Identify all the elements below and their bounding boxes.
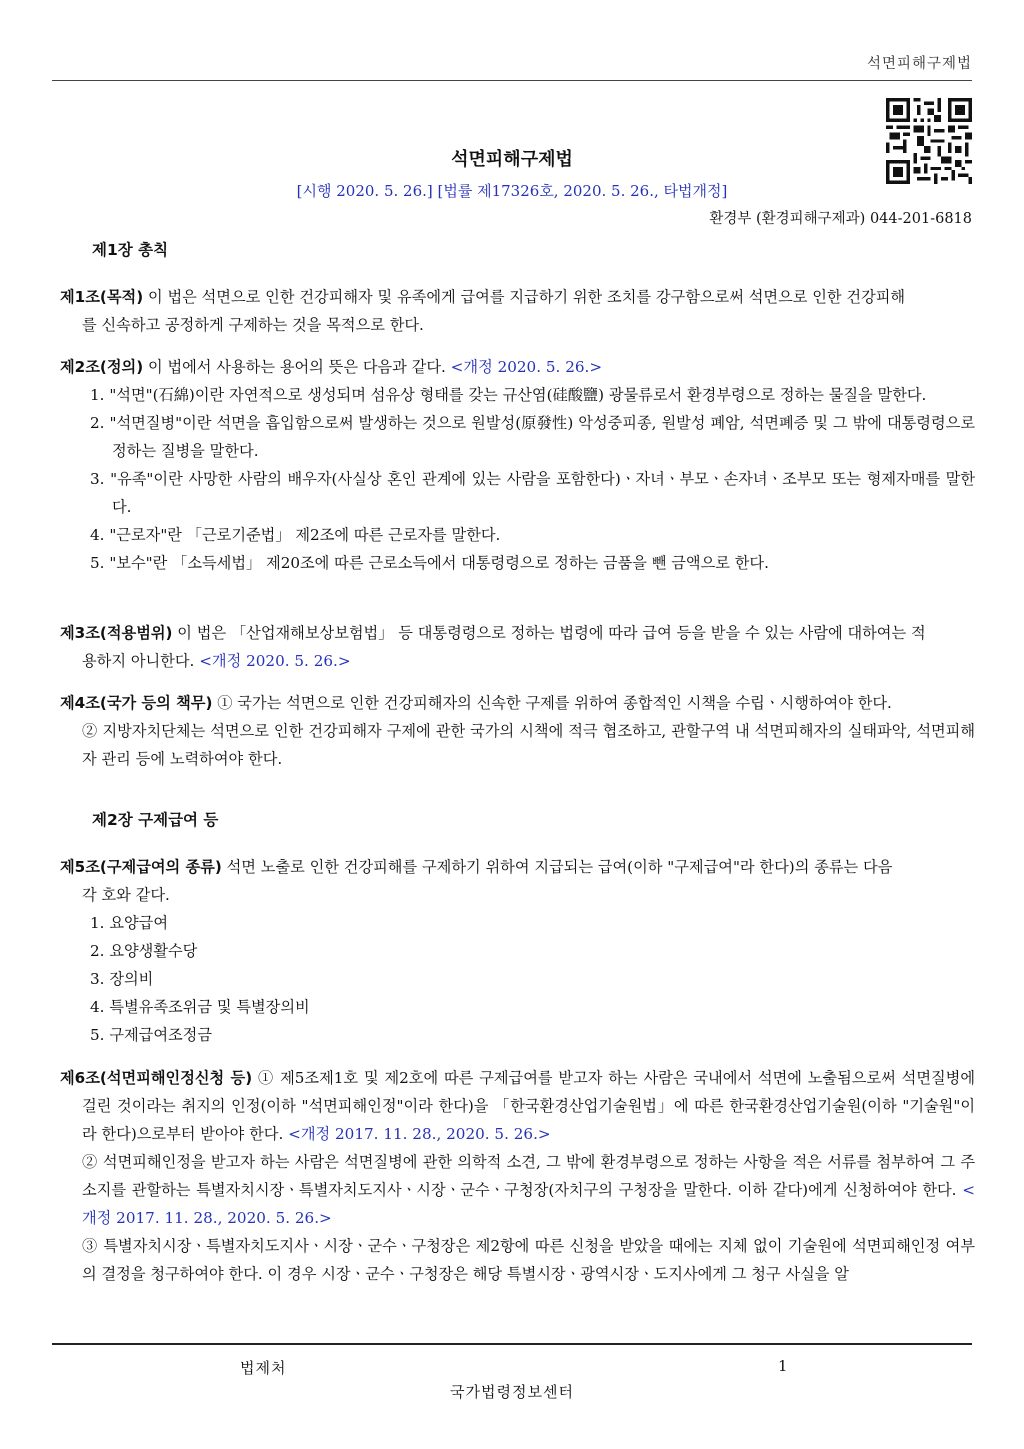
article-number: 제1조(목적) (60, 288, 144, 306)
article-text: 이 법은 석면으로 인한 건강피해자 및 유족에게 급여를 지급하기 위한 조치를 강구함으로써 석면으로 인한 건강피해 (143, 288, 906, 306)
footer-divider (52, 1343, 972, 1345)
document-title: 석면피해구제법 (451, 149, 573, 170)
qr-code-icon (886, 98, 972, 184)
article-number: 제2조(정의) (60, 358, 144, 376)
ministry-contact: 환경부 (환경피해구제과) 044-201-6818 (709, 211, 972, 227)
article-number: 제4조(국가 등의 책무) (60, 694, 213, 712)
list-item: 5. 구제급여조정금 (90, 1026, 213, 1044)
article-number: 제5조(구제급여의 종류) (60, 858, 222, 876)
article-6 (60, 1064, 975, 1288)
revision-note: <개정 2017. 11. 28., 2020. 5. 26.> (82, 1181, 975, 1227)
list-item: 3. "유족"이란 사망한 사람의 배우자(사실상 혼인 관계에 있는 사람을 포함한다)ㆍ자녀ㆍ부모ㆍ손자녀ㆍ조부모 또는 형제자매를 말한다. (90, 470, 975, 516)
article-1 (60, 283, 975, 339)
article-3 (60, 619, 975, 675)
article-5 (60, 853, 975, 1049)
revision-note: <개정 2017. 11. 28., 2020. 5. 26.> (288, 1125, 551, 1143)
article-text: ① 제5조제1호 및 제2호에 따른 구제급여를 받고자 하는 사람은 국내에서 석면에 노출됨으로써 석면질병에 걸린 것이라는 취지의 인정(이하 "석면피해인정"이라 한다)을 「한국환경산업기술원법」에 따른 한국환경산업기술원(이하 "기술원"이라 한다)으로부터 받아야 한다. (82, 1069, 976, 1143)
list-item: 5. "보수"란 「소득세법」 제20조에 따른 근로소득에서 대통령령으로 정하는 금품을 뺀 금액으로 한다. (90, 554, 769, 572)
list-item: 4. 특별유족조위금 및 특별장의비 (90, 998, 310, 1016)
footer-source: 국가법령정보센터 (450, 1383, 574, 1401)
running-title: 석면피해구제법 (866, 56, 972, 72)
article-text: 석면 노출로 인한 건강피해를 구제하기 위하여 지급되는 급여(이하 "구제급여"라 한다)의 종류는 다음 (221, 858, 893, 876)
enactment-info: [시행 2020. 5. 26.] [법률 제17326호, 2020. 5. 26., 타법개정] (296, 182, 728, 200)
article-text: 용하지 아니한다. (82, 652, 200, 670)
list-item: 3. 장의비 (90, 970, 154, 988)
article-text: 각 호와 같다. (82, 886, 170, 904)
article-4 (60, 689, 975, 773)
list-item: 2. "석면질병"이란 석면을 흡입함으로써 발생하는 것으로 원발성(原發性) 악성중피종, 원발성 폐암, 석면폐증 및 그 밖에 대통령령으로 정하는 질병을 말한다. (90, 414, 975, 460)
page-number: 1 (778, 1357, 788, 1375)
list-item: 2. 요양생활수당 (90, 942, 198, 960)
revision-note: <개정 2020. 5. 26.> (199, 652, 351, 670)
revision-note: <개정 2020. 5. 26.> (450, 358, 603, 376)
article-number: 제6조(석면피해인정신청 등) (60, 1069, 253, 1087)
article-text: 이 법에서 사용하는 용어의 뜻은 다음과 같다. (143, 358, 451, 376)
header-divider (52, 80, 972, 81)
paragraph: ③ 특별자치시장ㆍ특별자치도지사ㆍ시장ㆍ군수ㆍ구청장은 제2항에 따른 신청을 받았을 때에는 지체 없이 기술원에 석면피해인정 여부의 결정을 청구하여야 한다. 이 경우 시장ㆍ군수ㆍ구청장은 해당 특별시장ㆍ광역시장ㆍ도지사에게 그 청구 사실을 알 (82, 1237, 975, 1283)
article-number: 제3조(적용범위) (60, 624, 173, 642)
paragraph: ② 석면피해인정을 받고자 하는 사람은 석면질병에 관한 의학적 소견, 그 밖에 환경부령으로 정하는 사항을 적은 서류를 첨부하여 그 주소지를 관할하는 특별자치시장ㆍ특별자치도지사ㆍ시장ㆍ군수ㆍ구청장(자치구의 구청장을 말한다. 이하 같다)에게 신청하여야 한다. (82, 1153, 975, 1199)
article-text: 이 법은 「산업재해보상보험법」 등 대통령령으로 정하는 법령에 따라 급여 등을 받을 수 있는 사람에 대하여는 적 (172, 624, 926, 642)
paragraph: ② 지방자치단체는 석면으로 인한 건강피해자 구제에 관한 국가의 시책에 적극 협조하고, 관할구역 내 석면피해자의 실태파악, 석면피해자 관리 등에 노력하여야 한다. (82, 722, 975, 768)
footer-publisher: 법제처 (240, 1359, 287, 1377)
article-2 (60, 353, 975, 577)
chapter-heading: 제1장 총칙 (92, 241, 169, 259)
list-item: 1. "석면"(石綿)이란 자연적으로 생성되며 섬유상 형태를 갖는 규산염(硅酸鹽) 광물류로서 환경부령으로 정하는 물질을 말한다. (90, 386, 927, 404)
list-item: 4. "근로자"란 「근로기준법」 제2조에 따른 근로자를 말한다. (90, 526, 501, 544)
chapter-heading: 제2장 구제급여 등 (92, 811, 219, 829)
article-text: 를 신속하고 공정하게 구제하는 것을 목적으로 한다. (82, 316, 424, 334)
article-text: ① 국가는 석면으로 인한 건강피해자의 신속한 구제를 위하여 종합적인 시책을 수립ㆍ시행하여야 한다. (212, 694, 892, 712)
list-item: 1. 요양급여 (90, 914, 169, 932)
